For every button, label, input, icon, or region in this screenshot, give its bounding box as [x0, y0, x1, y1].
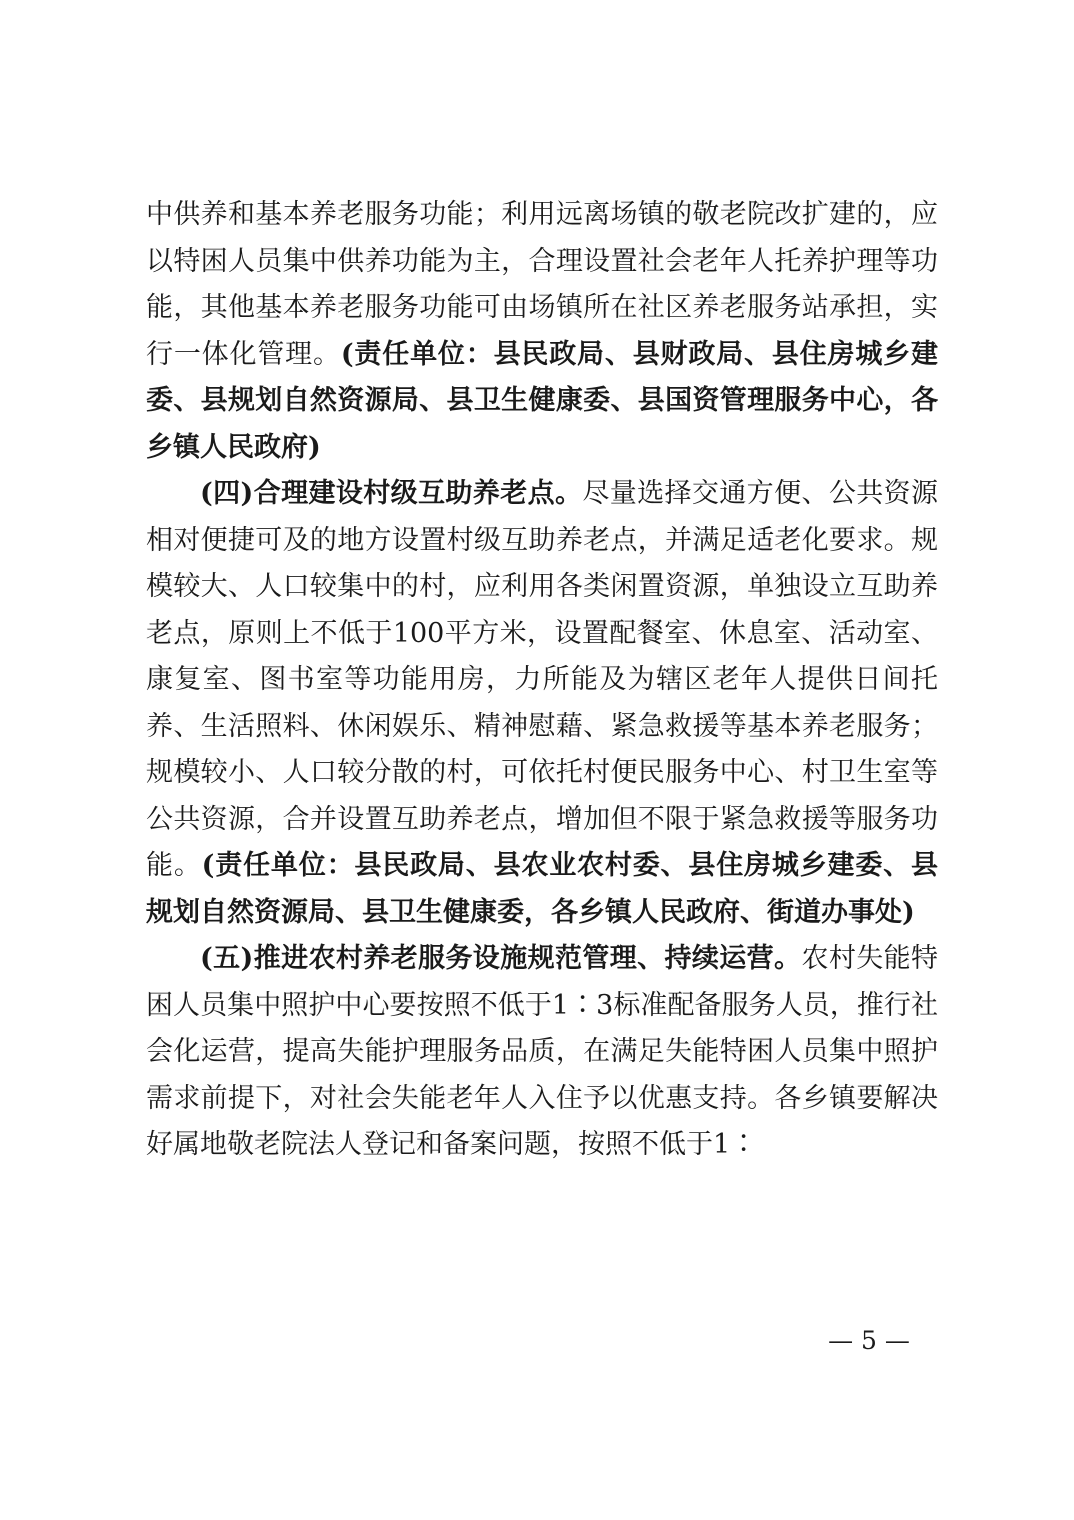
- paragraph-body: 中供养和基本养老服务功能；利用远离场镇的敬老院改扩建的，应以特困人员集中供养功能为主，合理设置社会老年人托养护理等功能，其他基本养老服务功能可由场镇所在社区养老服务站承担，实行一体化管理。: [146, 199, 938, 370]
- paragraph-heading: (四)合理建设村级互助养老点。: [200, 478, 583, 509]
- document-page: [146, 192, 938, 1169]
- responsibility-units: (责任单位：县民政局、县财政局、县住房城乡建委、县规划自然资源局、县卫生健康委、县国资管理服务中心，各乡镇人民政府): [146, 338, 939, 463]
- paragraph-body: 尽量选择交通方便、公共资源相对便捷可及的地方设置村级互助养老点，并满足适老化要求。规模较大、人口较集中的村，应利用各类闲置资源，单独设立互助养老点，原则上不低于100平方米，设置配餐室、休息室、活动室、康复室、图书室等功能用房，力所能及为辖区老年人提供日间托养、生活照料、休闲娱乐、精神慰藉、紧急救援等基本养老服务；规模较小、人口较分散的村，可依托村便民服务中心、村卫生室等公共资源，合并设置互助养老点，增加但不限于紧急救援等服务功能。: [146, 478, 938, 881]
- responsibility-units: (责任单位：县民政局、县农业农村委、县住房城乡建委、县规划自然资源局、县卫生健康委，各乡镇人民政府、街道办事处): [146, 850, 939, 928]
- page-number: — 5 —: [828, 1326, 910, 1355]
- paragraph-3: [146, 936, 938, 1169]
- paragraph-heading: (五)推进农村养老服务设施规范管理、持续运营。: [200, 943, 802, 974]
- paragraph-1: [146, 192, 938, 471]
- paragraph-body: 农村失能特困人员集中照护中心要按照不低于1∶3标准配备服务人员，推行社会化运营，提高失能护理服务品质，在满足失能特困人员集中照护需求前提下，对社会失能老年人入住予以优惠支持。各乡镇要解决好属地敬老院法人登记和备案问题，按照不低于1∶: [146, 943, 938, 1160]
- paragraph-2: [146, 471, 938, 936]
